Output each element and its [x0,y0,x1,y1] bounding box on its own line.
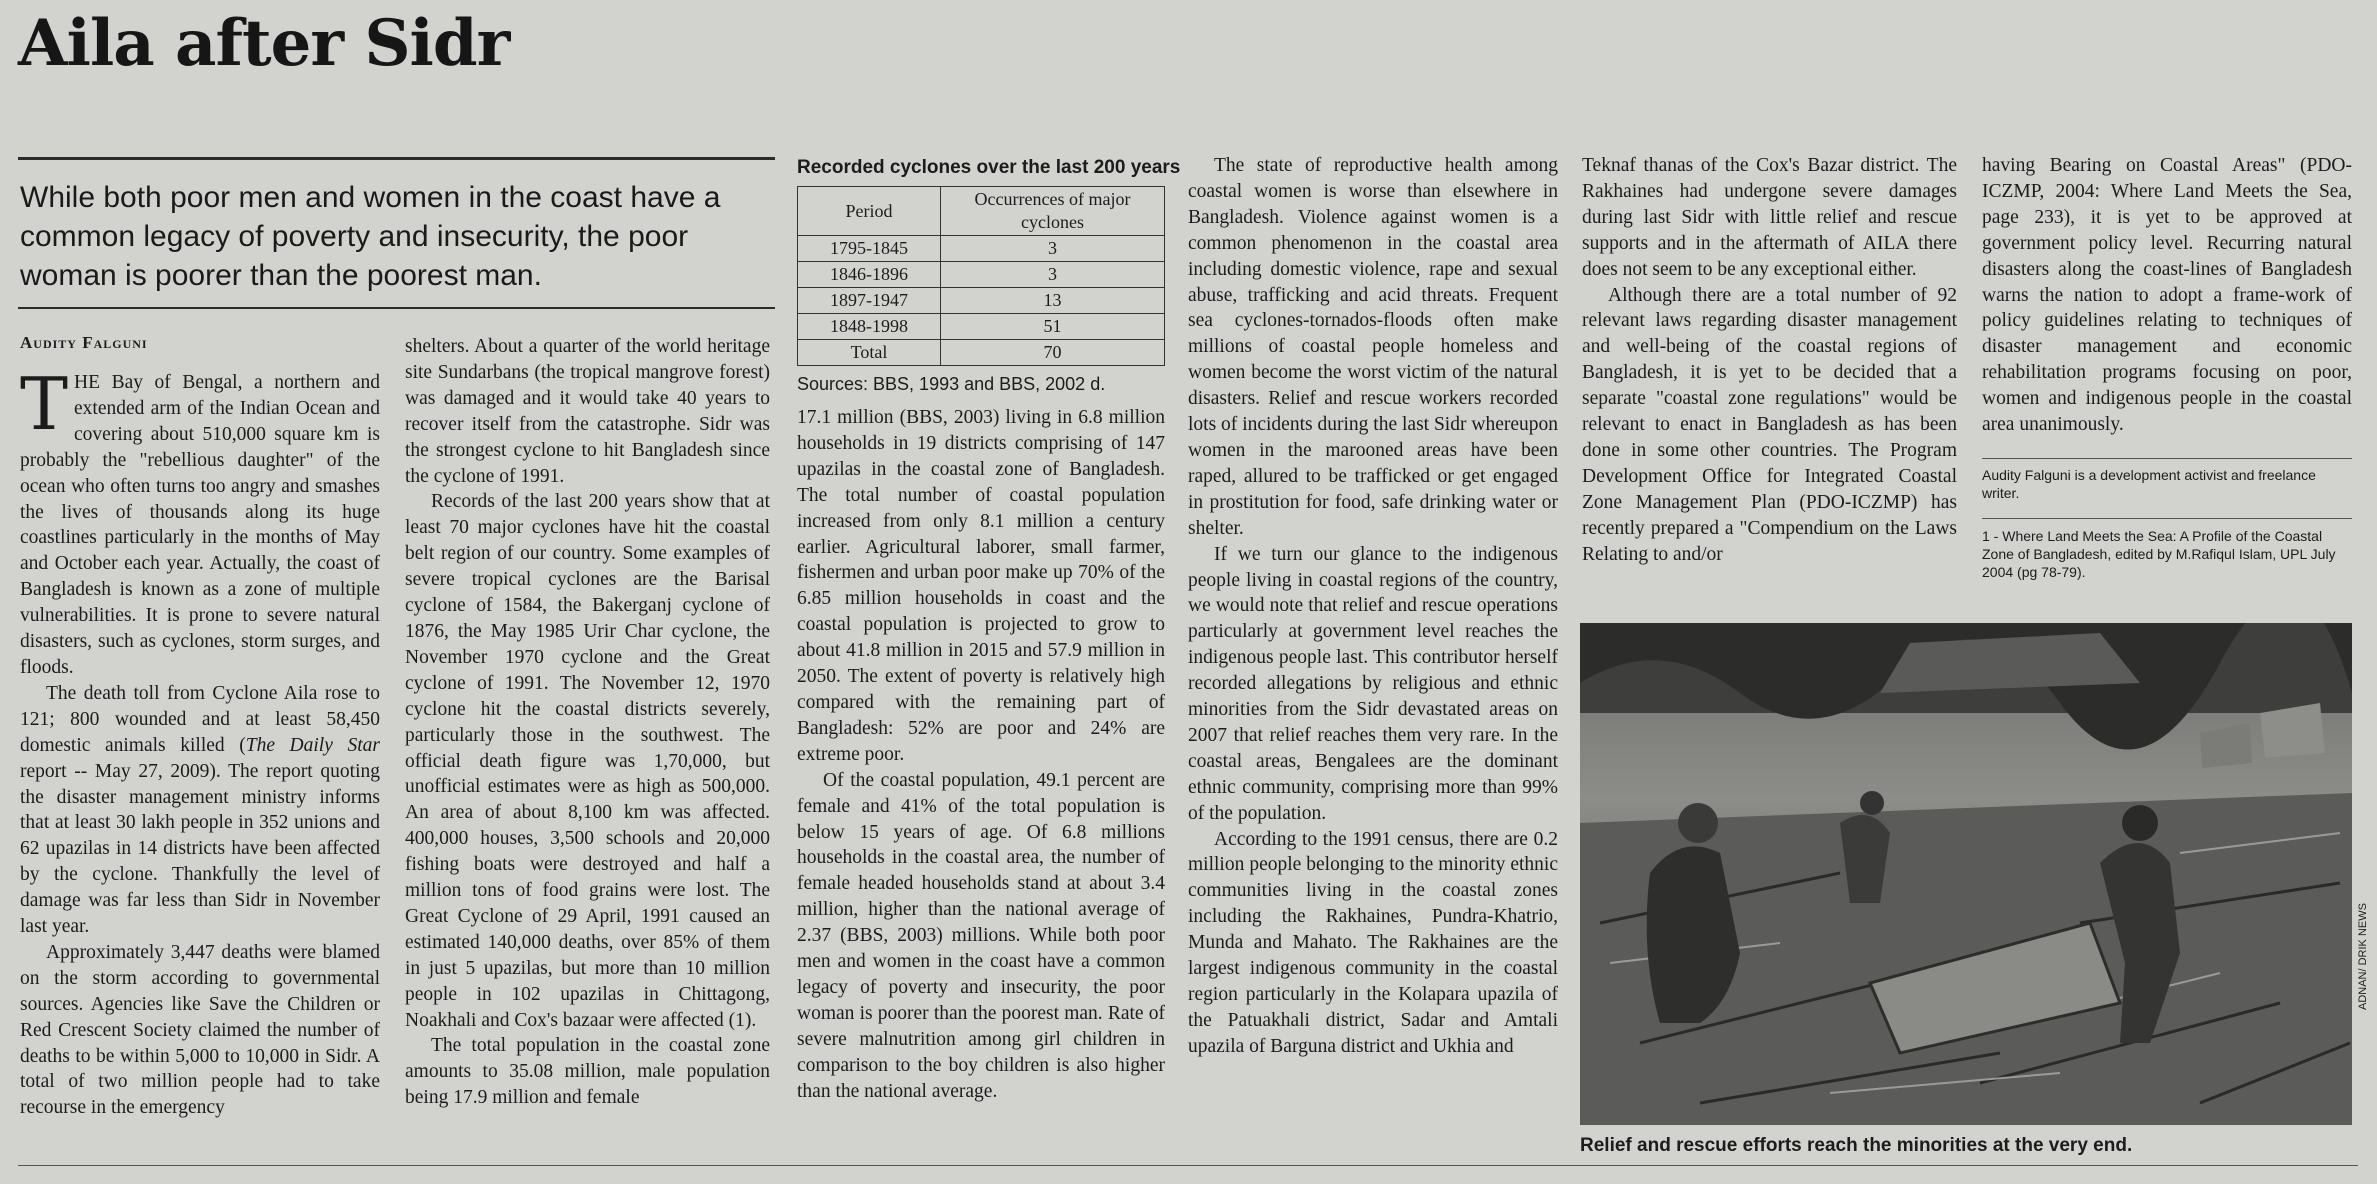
paragraph-text: report -- May 27, 2009). The report quoting the disaster management ministry informs that at least 30 lakh people in 352 unions and 62 upazilas in 14 districts have been affected by the cyclone. Thankfully the level of damage was far less than Sidr in November last year. [20,760,380,938]
cell-period: 1795-1845 [798,236,941,262]
paragraph: Of the coastal population, 49.1 percent are female and 41% of the total population is below 15 years of age. Of 6.8 millions households in the coastal area, the number of female headed households stand at about 3.4 million, higher than the national average of 2.37 (BBS, 2003) millions. While both poor men and women in the coast have a common legacy of poverty and insecurity, the poor woman is poorer than the poorest man. Rate of severe malnutrition among girl children in comparison to the boy children is also higher than the national average. [797,769,1165,1102]
column-header-period: Period [798,187,941,236]
publication-reference: The Daily Star [245,734,380,756]
table-row [798,236,1165,262]
rescue-photo-illustration [1580,623,2352,1125]
column-4 [1188,153,1558,1060]
paragraph: Approximately 3,447 deaths were blamed on the storm according to governmental sources. Agencies like Save the Children or Red Crescent Society claimed the number of deaths to be within 5,000 to 10,000 in Sidr. A total of two million people had to take recourse in the emergency [20,941,380,1119]
footnote-rule [1982,518,2352,519]
paragraph: having Bearing on Coastal Areas" (PDO-ICZMP, 2004: Where Land Meets the Sea, page 233), it is yet to be approved at government policy level. Recurring natural disasters along the coast-lines of Bangladesh warns the nation to adopt a frame-work of policy guidelines relating to techniques of disaster management and economic rehabilitation programs focusing on poor, women and indigenous people in the coastal area unanimously. [1982,155,2352,436]
cell-count: 51 [941,314,1165,340]
cell-period: 1846-1896 [798,262,941,288]
table-row [798,340,1165,366]
headline: Aila after Sidr [18,6,510,81]
paragraph: The state of reproductive health among coastal women is worse than elsewhere in Bangladesh. Violence against women is a common phenomenon in the coastal area including domestic violence, rape and sexual abuse, trafficking and acid threats. Frequent sea cyclones-tornados-floods often make millions of coastal people homeless and women become the worst victim of the natural disasters. Relief and rescue workers recorded lots of incidents during the last Sidr whereupon women in the marooned areas have been raped, allured to be trafficked or get engaged in prostitution for food, safe drinking water or shelter. [1188,155,1558,539]
drop-cap: T [20,362,69,446]
column-6 [1982,153,2352,438]
cell-count: 13 [941,288,1165,314]
author-note: Audity Falguni is a development activist and freelance writer. [1982,467,2316,501]
cell-count: 3 [941,262,1165,288]
cell-period: Total [798,340,941,366]
paragraph: Records of the last 200 years show that at least 70 major cyclones have hit the coastal belt region of our country. Some examples of severe tropical cyclones are the Barisal cyclone of 1584, the Bakerganj cyclone of 1876, the May 1985 Urir Char cyclone, the November 1970 cyclone and the Great cyclone of 1991. The November 12, 1970 cyclone hit the coastal districts severely, particularly those in the southwest. The official death figure was 1,70,000, but unofficial estimates were as high as 500,000. An area of about 8,100 km was affected. 400,000 houses, 3,500 schools and 20,000 fishing boats were destroyed and half a million tons of food grains were lost. The Great Cyclone of 29 April, 1991 caused an estimated 140,000 deaths, over 85% of them in just 5 upazilas, but more than 10 million people in 102 upazilas in Chittagong, Noakhali and Cox's bazaar were affected (1). [405,491,770,1031]
paragraph: Teknaf thanas of the Cox's Bazar district. The Rakhaines had undergone severe damages during last Sidr with little relief and rescue supports and in the aftermath of AILA there does not seem to be any exceptional either. [1582,155,1957,280]
deck-quote: While both poor men and women in the coast have a common legacy of poverty and insecurity, the poor woman is poorer than the poorest man. [20,181,721,292]
paragraph: shelters. About a quarter of the world heritage site Sundarbans (the tropical mangrove forest) was damaged and it would take 40 years to recover itself from the catastrophe. Sidr was the strongest cyclone to hit Bangladesh since the cyclone of 1991. [405,336,770,487]
table-sources: Sources: BBS, 1993 and BBS, 2002 d. [797,374,1106,394]
cell-count: 70 [941,340,1165,366]
top-rule-left [18,157,775,160]
deck-bottom-rule [18,307,775,309]
paragraph-text: HE Bay of Bengal, a northern and extended arm of the Indian Ocean and covering about 510,000 square km is probably the "rebellious daughter" of the ocean who often turns too angry and smashes the lives of thousands along its huge coastlines particularly in the months of May and October each year. Actually, the coast of Bangladesh is known as a zone of multiple vulnerabilities. It is prone to severe natural disasters, such as cyclones, storm surges, and floods. [20,372,380,678]
paragraph: Although there are a total number of 92 relevant laws regarding disaster management and well-being of the coastal regions of Bangladesh, it is yet to be decided that a separate "coastal zone regulations" would be relevant to enact in Bangladesh as has been done in some other countries. The Program Development Office for Integrated Coastal Zone Management Plan (PDO-ICZMP) has recently prepared a "Compendium on the Laws Relating to and/or [1582,284,1957,565]
table-row [798,314,1165,340]
table-header-row [798,187,1165,236]
cyclone-table [797,186,1165,366]
paragraph: 17.1 million (BBS, 2003) living in 6.8 million households in 19 districts comprising of 147 upazilas in the coastal zone of Bangladesh. The total number of coastal population increased from only 8.1 million a century earlier. Agricultural laborer, small farmer, fishermen and urban poor make up 70% of the 6.85 million households in coast and the coastal population is projected to grow to about 41.8 million in 2015 and 57.9 million in 2050. The extent of poverty is relatively high compared with the remaining part of Bangladesh: 52% are poor and 24% are extreme poor. [797,407,1165,765]
cell-period: 1897-1947 [798,288,941,314]
table-row [798,288,1165,314]
news-photo [1580,623,2352,1125]
photo-caption: Relief and rescue efforts reach the minorities at the very end. [1580,1135,2133,1156]
paragraph [20,362,380,681]
cell-period: 1848-1998 [798,314,941,340]
table-title: Recorded cyclones over the last 200 years [797,157,1181,178]
paragraph: The total population in the coastal zone amounts to 35.08 million, male population being 17.9 million and female [405,1035,770,1109]
paragraph-text: The death toll from Cyclone Aila rose to 121; 800 wounded and at least 58,450 domestic animals killed ( [20,682,380,756]
column-header-occurrences: Occurrences of major cyclones [941,187,1165,236]
column-5 [1582,153,1957,568]
table-row [798,262,1165,288]
bottom-rule [18,1165,2358,1166]
column-1 [20,362,380,1121]
paragraph: According to the 1991 census, there are 0.2 million people belonging to the minority ethnic communities living in the coastal zones including the Rakhaines, Pundra-Khatrio, Munda and Mahato. The Rakhaines are the largest indigenous community in the coastal region particularly in the Kolapara upazila of the Patuakhali district, Sadar and Amtali upazila of Barguna district and Ukhia and [1188,828,1558,1057]
byline: Audity Falguni [20,333,148,352]
paragraph [20,681,380,940]
column-3 [797,405,1165,1104]
photo-credit: ADNAN/ DRIK NEWS [2357,903,2369,1010]
paragraph: If we turn our glance to the indigenous people living in coastal regions of the country, we would note that relief and rescue operations particularly at government level reaches the indigenous people last. This contributor herself recorded allegations by religious and ethnic minorities from the Sidr devastated areas on 2007 that relief reaches them very rare. In the coastal areas, Bengalees are the dominant ethnic community, comprising more than 99% of the population. [1188,543,1558,824]
column-2 [405,334,770,1111]
footnote: 1 - Where Land Meets the Sea: A Profile of the Coastal Zone of Bangladesh, edited by M.Rafiqul Islam, UPL July 2004 (pg 78-79). [1982,528,2336,580]
cell-count: 3 [941,236,1165,262]
author-note-rule [1982,458,2352,459]
